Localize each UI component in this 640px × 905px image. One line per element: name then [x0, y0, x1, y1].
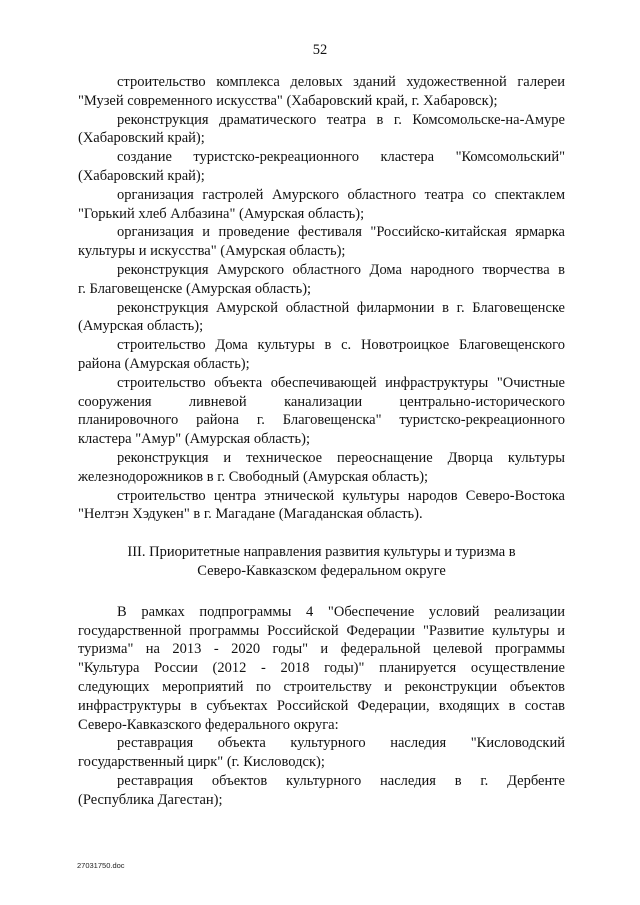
text-line: государственной программы Российской Федерации "Развитие культуры и	[78, 622, 565, 639]
text-line: культуры и искусства" (Амурская область);	[78, 243, 346, 260]
list-item-paragraph	[78, 73, 565, 111]
list-item-paragraph	[78, 186, 565, 224]
document-filename: 27031750.doc	[77, 861, 125, 870]
text-line: строительство Дома культуры в с. Новотроицкое Благовещенского	[117, 337, 565, 354]
text-line: "Культура России (2012 - 2018 годы)" планируется осуществление	[78, 660, 565, 677]
text-line: реконструкция Амурской областной филармонии в г. Благовещенске	[117, 299, 565, 316]
text-line: "Музей современного искусства" (Хабаровский край, г. Хабаровск);	[78, 92, 498, 109]
text-line: организация гастролей Амурского областного театра со спектаклем	[117, 186, 565, 203]
text-line: сооружения ливневой канализации центрально-исторического	[78, 393, 565, 410]
list-item-paragraph	[78, 223, 565, 261]
document-body	[78, 73, 565, 809]
section-heading	[78, 543, 565, 581]
text-line: железнодорожников в г. Свободный (Амурская область);	[78, 468, 429, 485]
list-item-paragraph	[78, 336, 565, 374]
text-line: "Горький хлеб Албазина" (Амурская область);	[78, 205, 365, 222]
text-line: реконструкция и техническое переоснащение Дворца культуры	[117, 449, 565, 466]
text-line: строительство объекта обеспечивающей инфраструктуры "Очистные	[117, 374, 565, 391]
project-list-far-east	[78, 73, 565, 524]
list-item-paragraph	[78, 261, 565, 299]
text-line: Северо-Кавказского федерального округа:	[78, 716, 339, 733]
list-item-paragraph	[78, 449, 565, 487]
list-item-paragraph	[78, 734, 565, 772]
list-item-paragraph	[78, 299, 565, 337]
text-line: туризма" на 2013 - 2020 годы" и федеральной целевой программы	[78, 641, 565, 658]
text-line: строительство комплекса деловых зданий художественной галереи	[117, 74, 565, 90]
list-item-paragraph	[78, 148, 565, 186]
text-line: района (Амурская область);	[78, 355, 250, 372]
project-list-north-caucasus	[78, 603, 565, 810]
text-line: организация и проведение фестиваля "Российско-китайская ярмарка	[117, 224, 565, 241]
list-item-paragraph	[78, 374, 565, 449]
list-item-paragraph	[78, 487, 565, 525]
text-line: реставрация объектов культурного наследия в г. Дербенте	[117, 772, 565, 789]
text-line: (Хабаровский край);	[78, 130, 205, 147]
list-item-paragraph	[78, 603, 565, 735]
heading-line-1: III. Приоритетные направления развития культуры и туризма в	[127, 544, 516, 561]
list-item-paragraph	[78, 772, 565, 810]
text-line: создание туристско-рекреационного кластера "Комсомольский"	[117, 149, 565, 166]
text-line: "Нелтэн Хэдукен" в г. Магадане (Магаданская область).	[78, 506, 423, 523]
text-line: г. Благовещенске (Амурская область);	[78, 280, 312, 297]
text-line: (Хабаровский край);	[78, 167, 205, 184]
page-number: 52	[312, 42, 328, 58]
text-line: планировочного района г. Благовещенска" туристско-рекреационного	[78, 412, 565, 429]
heading-line-2: Северо-Кавказском федеральном округе	[197, 562, 446, 579]
text-line: реконструкция Амурского областного Дома народного творчества в	[117, 261, 565, 278]
text-line: кластера "Амур" (Амурская область);	[78, 431, 310, 448]
list-item-paragraph	[78, 111, 565, 149]
text-line: В рамках подпрограммы 4 "Обеспечение условий реализации	[117, 603, 565, 620]
text-line: реставрация объекта культурного наследия "Кисловодский	[117, 735, 565, 752]
text-line: (Амурская область);	[78, 318, 204, 335]
text-line: следующих мероприятий по строительству и реконструкции объектов	[78, 678, 565, 695]
text-line: строительство центра этнической культуры народов Северо-Востока	[117, 487, 565, 504]
text-line: реконструкция драматического театра в г. Комсомольске-на-Амуре	[117, 111, 565, 128]
text-line: (Республика Дагестан);	[78, 791, 223, 808]
text-line: государственный цирк" (г. Кисловодск);	[78, 754, 325, 771]
text-line: инфраструктуры в субъектах Российской Федерации, входящих в состав	[78, 697, 565, 714]
